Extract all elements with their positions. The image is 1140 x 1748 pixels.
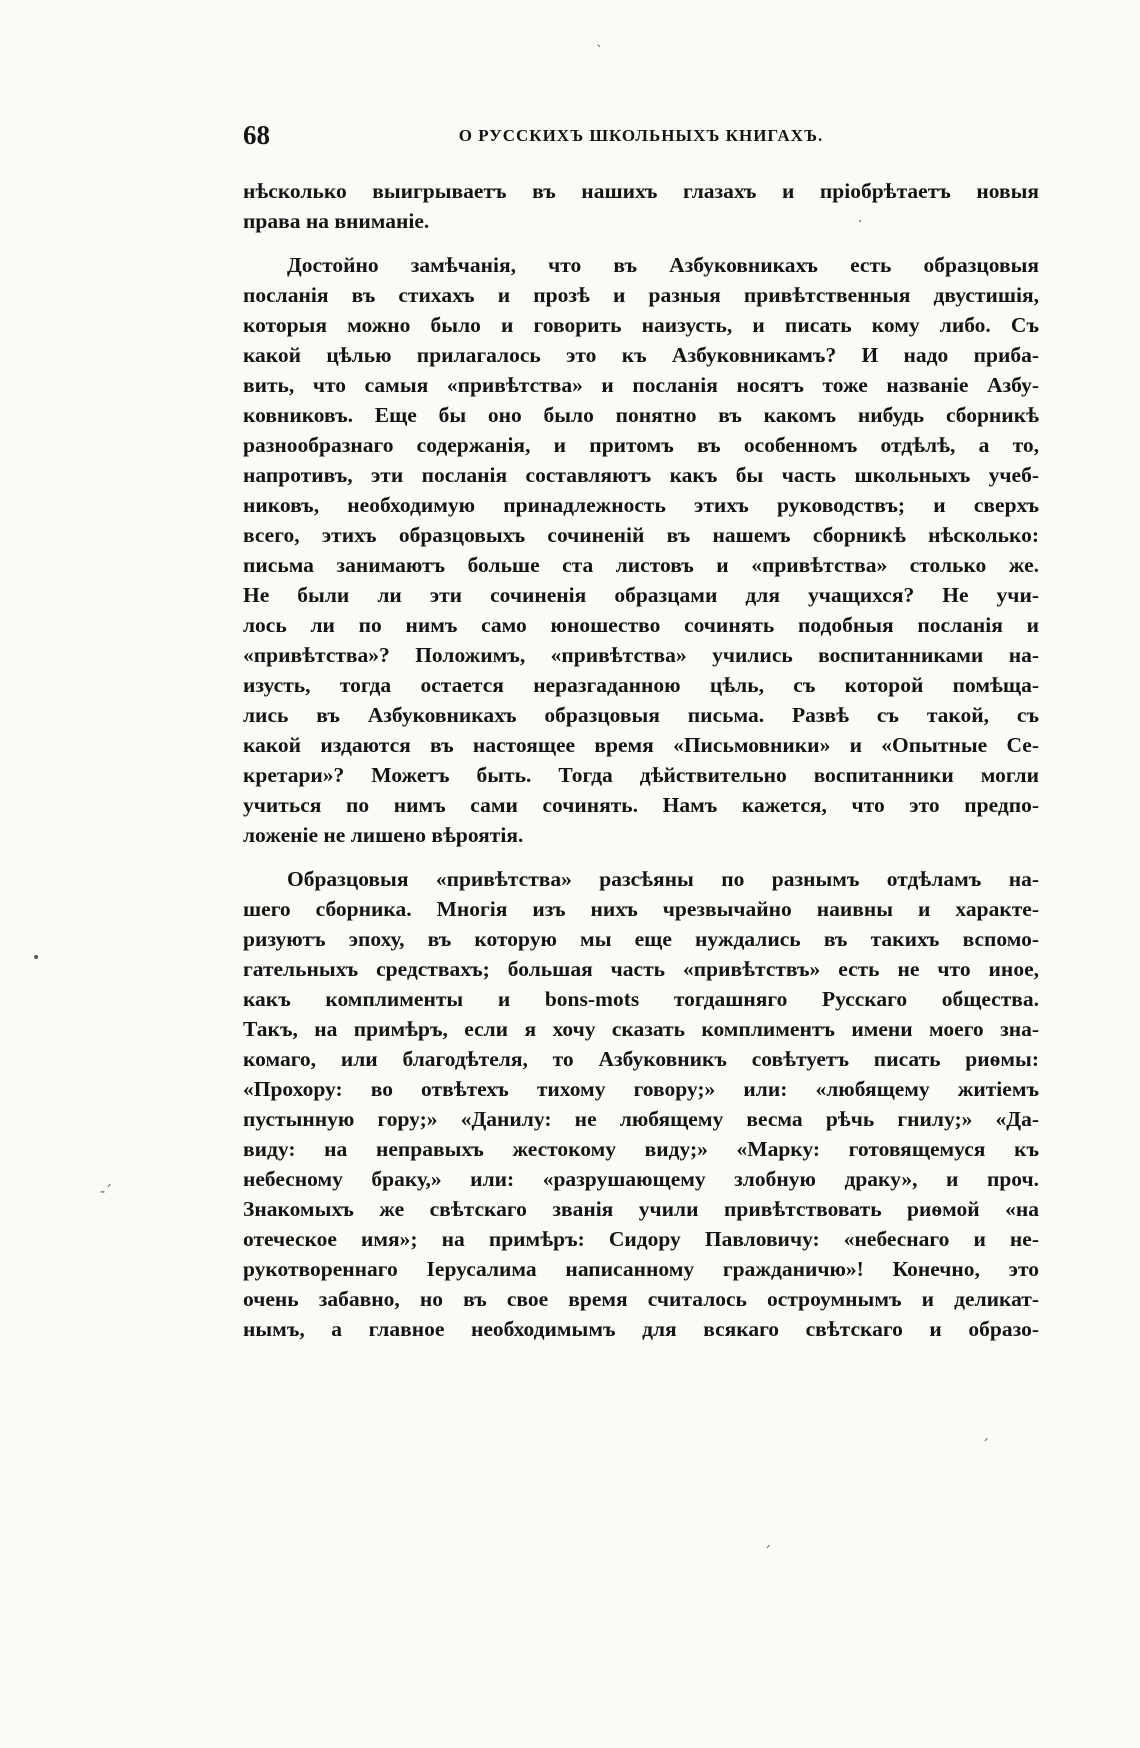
text-line: шего сборника. Многія изъ нихъ чрезвычайно наивны и характе-: [243, 897, 1039, 921]
text-line: небесному браку,» или: «разрушающему злобную драку», и проч.: [243, 1167, 1039, 1191]
paragraph-3: [243, 864, 1039, 1344]
text-line: Образцовыя «привѣтства» разсѣяны по разнымъ отдѣламъ на-: [287, 867, 1039, 891]
text-line: какой цѣлью прилагалось это къ Азбуковникамъ? И надо приба-: [243, 343, 1039, 367]
text-line: отеческое имя»; на примѣръ: Сидору Павловичу: «небеснаго и не-: [243, 1227, 1039, 1251]
text-line: Не были ли эти сочиненія образцами для учащихся? Не учи-: [243, 583, 1039, 607]
text-line: права на вниманіе.: [243, 209, 430, 233]
text-line: изусть, тогда остается неразгаданною цѣль, съ которой помѣща-: [243, 673, 1039, 697]
text-line: очень забавно, но въ свое время считалось остроумнымъ и деликат-: [243, 1287, 1039, 1311]
text-line: разнообразнаго содержанія, и притомъ въ особенномъ отдѣлѣ, а то,: [243, 433, 1039, 457]
text-line: кретари»? Можетъ быть. Тогда дѣйствительно воспитанники могли: [243, 763, 1039, 787]
text-line: никовъ, необходимую принадлежность этихъ руководствъ; и сверхъ: [243, 493, 1039, 517]
text-line: напротивъ, эти посланія составляютъ какъ бы часть школьныхъ учеб-: [243, 463, 1039, 487]
text-line: Такъ, на примѣръ, если я хочу сказать комплиментъ имени моего зна-: [243, 1017, 1039, 1041]
scan-speck: •: [32, 950, 41, 966]
scan-speck: ·: [858, 214, 863, 230]
text-line: «привѣтства»? Положимъ, «привѣтства» учились воспитанниками на-: [243, 643, 1039, 667]
text-line: посланія въ стихахъ и прозѣ и разныя привѣтственныя двустишія,: [243, 283, 1039, 307]
text-line: вить, что самыя «привѣтства» и посланія носятъ тоже названіе Азбу-: [243, 373, 1039, 397]
text-line: письма занимаютъ больше ста листовъ и «привѣтства» столько же.: [243, 553, 1039, 577]
text-line: какой издаются въ настоящее время «Письмовники» и «Опытные Се-: [243, 733, 1039, 757]
scan-speck: ˊ: [764, 1545, 771, 1561]
text-line: нѣсколько выигрываетъ въ нашихъ глазахъ и пріобрѣтаетъ новыя: [243, 179, 1039, 203]
scan-speck: ˋ: [596, 44, 603, 60]
scan-speck: -ˊ: [100, 1184, 113, 1200]
scan-speck: ˊ: [982, 1438, 989, 1454]
text-line: лись въ Азбуковникахъ образцовыя письма. Развѣ съ такой, съ: [243, 703, 1039, 727]
text-line: пустынную гору;» «Данилу: не любящему весма рѣчь гнилу;» «Да-: [243, 1107, 1039, 1131]
paragraph-1: [243, 176, 1039, 236]
text-line: виду: на неправыхъ жестокому виду;» «Марку: готовящемуся къ: [243, 1137, 1039, 1161]
running-title: О РУССКИХЪ ШКОЛЬНЫХЪ КНИГАХЪ.: [458, 126, 824, 145]
running-head: [243, 120, 1039, 160]
text-line: которыя можно было и говорить наизусть, и писать кому либо. Съ: [243, 313, 1039, 337]
text-line: ложеніе не лишено вѣроятія.: [243, 823, 524, 847]
text-line: ковниковъ. Еще бы оно было понятно въ какомъ нибудь сборникѣ: [243, 403, 1039, 427]
paragraph-2: [243, 250, 1039, 850]
text-line: всего, этихъ образцовыхъ сочиненій въ нашемъ сборникѣ нѣсколько:: [243, 523, 1039, 547]
text-line: какъ комплименты и bons-mots тогдашняго Русскаго общества.: [243, 987, 1039, 1011]
text-line: Достойно замѣчанія, что въ Азбуковникахъ есть образцовыя: [287, 253, 1039, 277]
text-line: нымъ, а главное необходимымъ для всякаго свѣтскаго и образо-: [243, 1317, 1039, 1341]
text-line: лось ли по нимъ само юношество сочинять подобныя посланія и: [243, 613, 1039, 637]
text-line: комаго, или благодѣтеля, то Азбуковникъ совѣтуетъ писать риѳмы:: [243, 1047, 1039, 1071]
body-text: [243, 176, 1039, 1344]
text-line: учиться по нимъ сами сочинять. Намъ кажется, что это предпо-: [243, 793, 1039, 817]
text-line: Знакомыхъ же свѣтскаго званія учили привѣтствовать риѳмой «на: [243, 1197, 1039, 1221]
text-line: «Прохору: во отвѣтехъ тихому говору;» или: «любящему житіемъ: [243, 1077, 1039, 1101]
text-line: ризуютъ эпоху, въ которую мы еще нуждались въ такихъ вспомо-: [243, 927, 1039, 951]
text-line: гательныхъ средствахъ; большая часть «привѣтствъ» есть не что иное,: [243, 957, 1039, 981]
page-number: 68: [243, 120, 270, 150]
text-line: рукотвореннаго Іерусалима написанному гражданичю»! Конечно, это: [243, 1257, 1039, 1281]
